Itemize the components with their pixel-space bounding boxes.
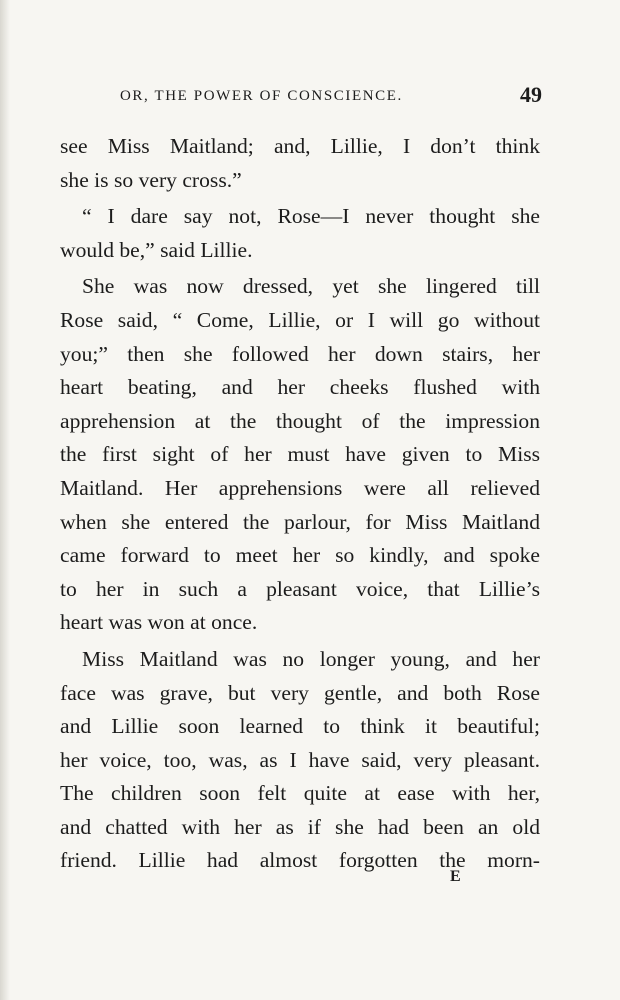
body-text: [60, 130, 540, 878]
text-line: the first sight of her must have given to Miss: [60, 442, 540, 467]
running-title: OR, THE POWER OF CONSCIENCE.: [120, 88, 403, 104]
text-line: heart was won at once.: [60, 610, 258, 635]
text-line: apprehension at the thought of the impression: [60, 408, 540, 433]
text-line: you;” then she followed her down stairs, her: [60, 341, 540, 366]
text-line: She was now dressed, yet she lingered till: [82, 274, 540, 299]
text-line: came forward to meet her so kindly, and spoke: [60, 543, 540, 568]
text-line: “ I dare say not, Rose—I never thought she: [82, 204, 540, 229]
page-number: 49: [520, 82, 542, 107]
text-line: she is so very cross.”: [60, 167, 242, 192]
text-line: friend. Lillie had almost forgotten the morn-: [60, 848, 540, 873]
signature-mark: E: [450, 868, 461, 885]
text-line: and chatted with her as if she had been an old: [60, 814, 540, 839]
text-line: Maitland. Her apprehensions were all relieved: [60, 475, 540, 500]
text-line: her voice, too, was, as I have said, very pleasant.: [60, 747, 540, 772]
text-line: to her in such a pleasant voice, that Lillie’s: [60, 576, 540, 601]
text-line: Rose said, “ Come, Lillie, or I will go without: [60, 307, 540, 332]
text-line: face was grave, but very gentle, and both Rose: [60, 680, 540, 705]
text-line: heart beating, and her cheeks flushed with: [60, 375, 540, 400]
text-line: Miss Maitland was no longer young, and her: [82, 646, 540, 671]
text-line: The children soon felt quite at ease with her,: [60, 781, 540, 806]
text-line: and Lillie soon learned to think it beautiful;: [60, 714, 540, 739]
text-line: when she entered the parlour, for Miss Maitland: [60, 509, 540, 534]
page-header: [60, 82, 542, 112]
page-gutter-shadow: [0, 0, 10, 1000]
text-line: would be,” said Lillie.: [60, 237, 253, 262]
text-line: see Miss Maitland; and, Lillie, I don’t think: [60, 134, 540, 158]
